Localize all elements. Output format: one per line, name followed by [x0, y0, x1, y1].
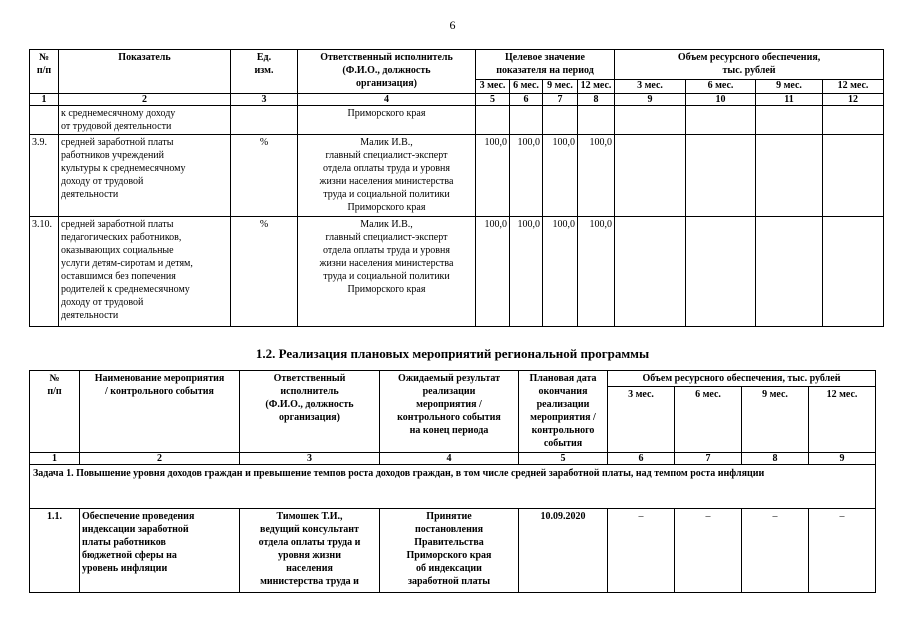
- header-result: Ожидаемый результат реализации мероприятия / контрольного события на конец периода: [380, 371, 519, 453]
- row-value: [510, 106, 543, 135]
- header-date: Плановая дата окончания реализации мероприятия / контрольного события: [519, 371, 608, 453]
- header-target: Целевое значение показателя на период: [476, 50, 615, 80]
- header-period: 9 мес.: [742, 387, 809, 453]
- col-number: 3: [240, 453, 380, 465]
- col-number: 5: [519, 453, 608, 465]
- row-value: 100,0: [543, 135, 578, 217]
- row-result: Принятие постановления Правительства Приморского края об индексации заработной платы: [380, 509, 519, 593]
- col-number: 2: [80, 453, 240, 465]
- row-value: 100,0: [578, 217, 615, 327]
- header-target-period: 3 мес.: [476, 80, 510, 94]
- row-value: –: [675, 509, 742, 593]
- row-value: –: [809, 509, 876, 593]
- header-target-period: 12 мес.: [578, 80, 615, 94]
- col-number: 6: [608, 453, 675, 465]
- header-responsible: Ответственный исполнитель (Ф.И.О., должность организация): [240, 371, 380, 453]
- row-value: [476, 106, 510, 135]
- table-row: [30, 509, 876, 593]
- row-responsible: Малик И.В., главный специалист-эксперт отдела оплаты труда и уровня жизни населения министерства труда и социальной политики Приморского края: [298, 135, 476, 217]
- header-res-period: 12 мес.: [823, 80, 884, 94]
- header-target-period: 9 мес.: [543, 80, 578, 94]
- row-value: 100,0: [510, 135, 543, 217]
- table-row: [30, 135, 884, 217]
- col-number: 5: [476, 94, 510, 106]
- col-number: 4: [298, 94, 476, 106]
- row-indicator: средней заработной платы работников учреждений культуры к среднемесячному доходу от трудовой деятельности: [59, 135, 231, 217]
- row-unit: [231, 106, 298, 135]
- row-num: 1.1.: [30, 509, 80, 593]
- col-number: 11: [756, 94, 823, 106]
- task-row: Задача 1. Повышение уровня доходов граждан и превышение темпов роста доходов граждан, в том числе средней заработной платы, над темпом роста инфляции: [30, 465, 876, 509]
- col-number: 7: [675, 453, 742, 465]
- header-target-period: 6 мес.: [510, 80, 543, 94]
- col-number: 3: [231, 94, 298, 106]
- indicators-table: [29, 49, 884, 327]
- col-number: 6: [510, 94, 543, 106]
- activities-table: [29, 370, 876, 593]
- row-date: 10.09.2020: [519, 509, 608, 593]
- col-number: 7: [543, 94, 578, 106]
- header-num: № п/п: [30, 50, 59, 94]
- header-resources: Объем ресурсного обеспечения, тыс. рублей: [608, 371, 876, 387]
- col-number: 1: [30, 94, 59, 106]
- header-period: 6 мес.: [675, 387, 742, 453]
- row-value: 100,0: [578, 135, 615, 217]
- header-period: 12 мес.: [809, 387, 876, 453]
- col-number: 10: [686, 94, 756, 106]
- row-value: 100,0: [476, 217, 510, 327]
- col-number: 9: [615, 94, 686, 106]
- header-indicator: Показатель: [59, 50, 231, 94]
- header-num: № п/п: [30, 371, 80, 453]
- row-value: 100,0: [510, 217, 543, 327]
- col-number: 4: [380, 453, 519, 465]
- row-value: [543, 106, 578, 135]
- header-period: 3 мес.: [608, 387, 675, 453]
- header-responsible: Ответственный исполнитель (Ф.И.О., должность организация): [298, 50, 476, 94]
- col-number: 8: [742, 453, 809, 465]
- col-number: 8: [578, 94, 615, 106]
- row-num: 3.9.: [30, 135, 59, 217]
- row-num: 3.10.: [30, 217, 59, 327]
- header-name: Наименование мероприятия / контрольного события: [80, 371, 240, 453]
- header-res-period: 9 мес.: [756, 80, 823, 94]
- header-res-period: 6 мес.: [686, 80, 756, 94]
- row-value: –: [608, 509, 675, 593]
- row-unit: %: [231, 217, 298, 327]
- col-number: 2: [59, 94, 231, 106]
- row-value: 100,0: [476, 135, 510, 217]
- row-responsible: Приморского края: [298, 106, 476, 135]
- header-res-period: 3 мес.: [615, 80, 686, 94]
- row-value: –: [742, 509, 809, 593]
- col-number: 9: [809, 453, 876, 465]
- row-name: Обеспечение проведения индексации заработной платы работников бюджетной сферы на уровень инфляции: [80, 509, 240, 593]
- header-resources: Объем ресурсного обеспечения, тыс. рублей: [615, 50, 884, 80]
- row-indicator: к среднемесячному доходу от трудовой деятельности: [59, 106, 231, 135]
- page-number: 6: [449, 18, 456, 32]
- col-number: 1: [30, 453, 80, 465]
- row-responsible: Тимошек Т.И., ведущий консультант отдела оплаты труда и уровня жизни населения министерства труда и: [240, 509, 380, 593]
- col-number: 12: [823, 94, 884, 106]
- table-row: [30, 106, 884, 135]
- section-title: 1.2. Реализация плановых мероприятий региональной программы: [255, 346, 650, 361]
- row-num: [30, 106, 59, 135]
- header-unit: Ед. изм.: [231, 50, 298, 94]
- row-indicator: средней заработной платы педагогических работников, оказывающих социальные услуги детям-сиротам и детям, оставшимся без попечения родителей к среднемесячному доходу от трудовой деятельности: [59, 217, 231, 327]
- row-responsible: Малик И.В., главный специалист-эксперт отдела оплаты труда и уровня жизни населения министерства труда и социальной политики Приморского края: [298, 217, 476, 327]
- row-value: [578, 106, 615, 135]
- row-unit: %: [231, 135, 298, 217]
- table-row: [30, 217, 884, 327]
- row-value: 100,0: [543, 217, 578, 327]
